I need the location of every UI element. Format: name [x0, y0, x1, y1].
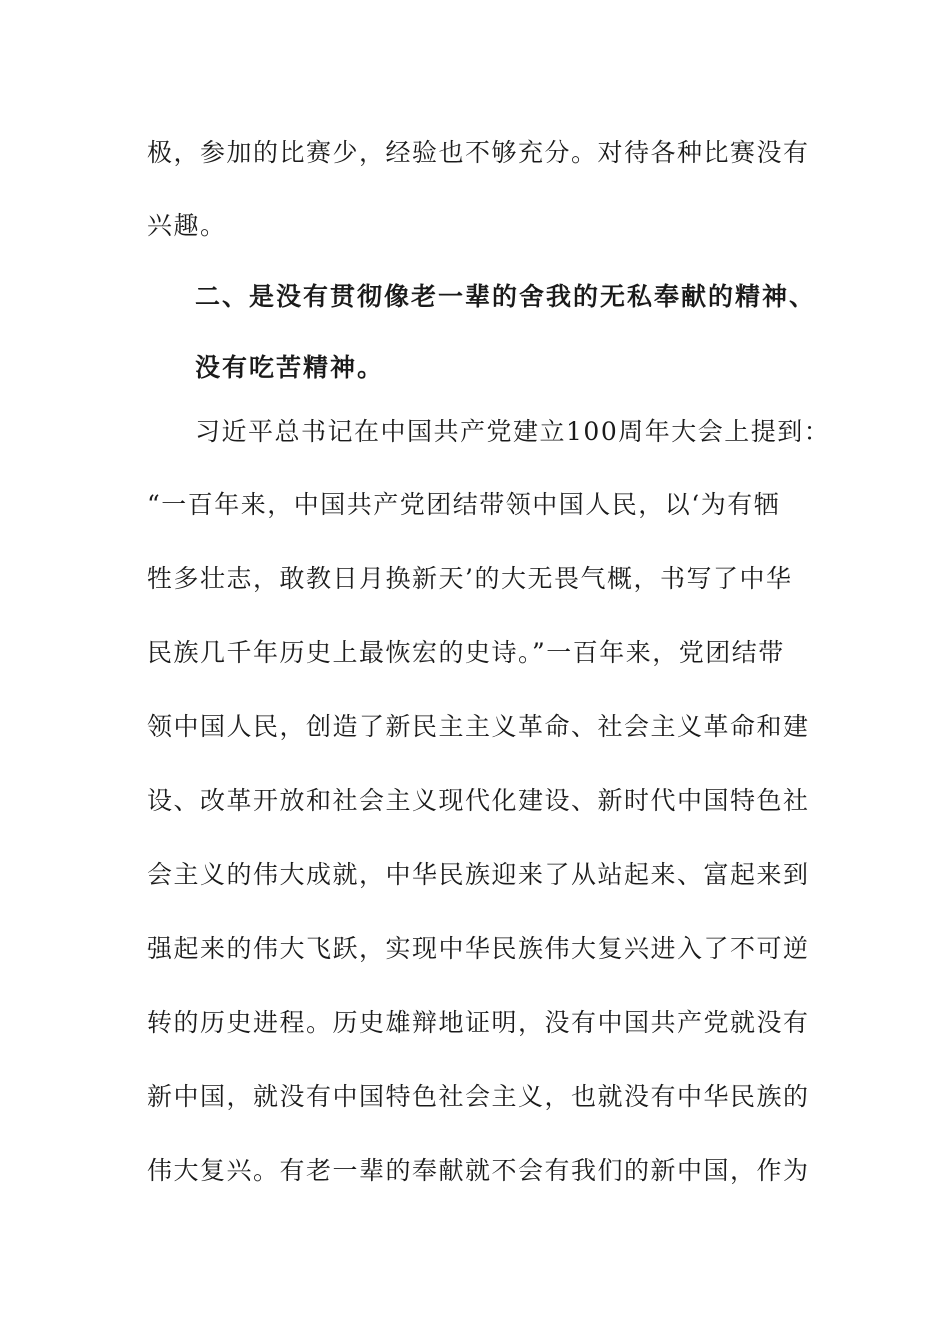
paragraph-line: 领中国人民，创造了新民主主义革命、社会主义革命和建	[147, 712, 810, 741]
paragraph-line: 强起来的伟大飞跃，实现中华民族伟大复兴进入了不可逆	[147, 934, 810, 963]
section-heading-line: 二、是没有贯彻像老一辈的舍我的无私奉献的精神、	[195, 282, 817, 311]
paragraph-line: 习近平总书记在中国共产党建立100周年大会上提到：	[195, 417, 831, 446]
paragraph-line: 转的历史进程。历史雄辩地证明，没有中国共产党就没有	[147, 1008, 810, 1037]
paragraph-line: 新中国，就没有中国特色社会主义，也就没有中华民族的	[147, 1082, 810, 1111]
paragraph-line: 会主义的伟大成就，中华民族迎来了从站起来、富起来到	[147, 860, 810, 889]
paragraph-line: 民族几千年历史上最恢宏的史诗。”一百年来，党团结带	[147, 638, 785, 667]
body-text-line: 极，参加的比赛少，经验也不够充分。对待各种比赛没有	[147, 138, 810, 167]
paragraph-line: 设、改革开放和社会主义现代化建设、新时代中国特色社	[147, 786, 810, 815]
body-text-line: 兴趣。	[147, 211, 227, 240]
paragraph-line: 牲多壮志，敢教日月换新天’的大无畏气概，书写了中华	[147, 564, 793, 593]
section-heading-line: 没有吃苦精神。	[195, 353, 385, 382]
paragraph-line: “一百年来，中国共产党团结带领中国人民，以‘为有牺	[147, 490, 781, 519]
paragraph-line: 伟大复兴。有老一辈的奉献就不会有我们的新中国，作为	[147, 1156, 810, 1185]
